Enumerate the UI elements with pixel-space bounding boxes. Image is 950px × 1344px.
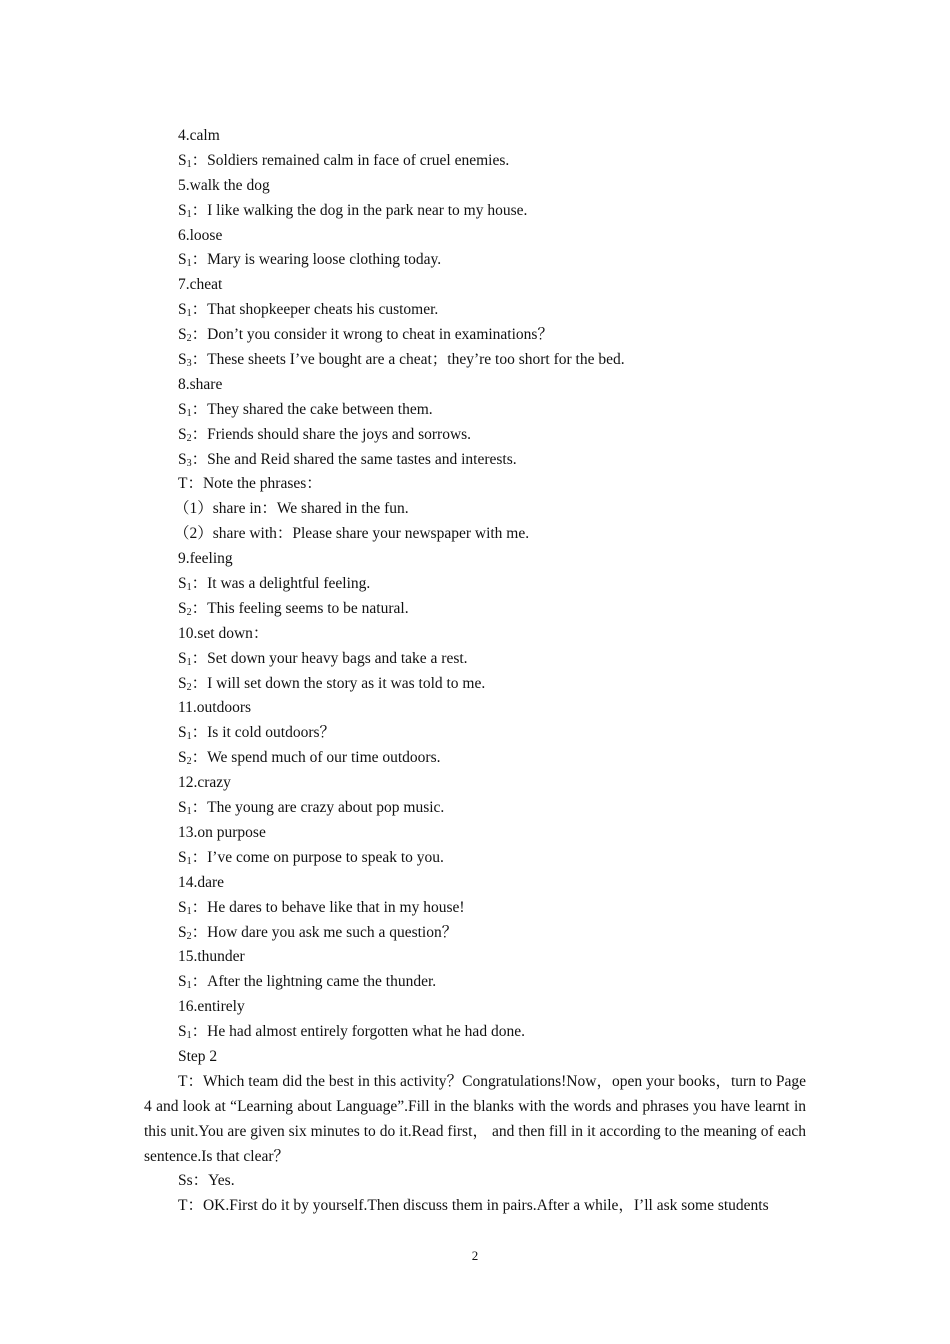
speaker-label: $S_2$：	[178, 674, 208, 693]
speaker-number: 1	[186, 158, 192, 170]
speaker-number: 2	[186, 681, 192, 693]
speaker-label: $S_1$：	[178, 301, 208, 320]
sentence-text: He dares to behave like that in my house!	[207, 898, 465, 916]
speaker-label: $S_1$：	[178, 151, 208, 170]
speaker-number: 1	[186, 308, 192, 320]
list-heading: 5.walk the dog	[178, 176, 270, 194]
speaker-label: $S_2$：	[178, 749, 208, 768]
speaker-number: 1	[186, 855, 192, 867]
speaker-label: $S_1$：	[178, 799, 208, 818]
speaker-label: $S_1$：	[178, 575, 208, 594]
speaker-number: 1	[186, 806, 192, 818]
speaker-number: 3	[186, 358, 192, 370]
sentence-text: Friends should share the joys and sorrows.	[207, 425, 472, 443]
list-heading: 9.feeling	[178, 550, 233, 568]
sentence-text: After the lightning came the thunder.	[207, 973, 437, 991]
list-heading: 14.dare	[178, 873, 225, 891]
student-sentence	[144, 647, 806, 672]
student-sentence	[144, 970, 806, 995]
sentence-text: The young are crazy about pop music.	[207, 799, 445, 817]
student-sentence	[144, 348, 806, 373]
list-heading: T：Note the phrases：	[178, 475, 322, 493]
student-sentence	[144, 572, 806, 597]
speaker-label: $S_1$：	[178, 201, 208, 220]
speaker-label: $S_1$：	[178, 898, 208, 917]
speaker-label: $S_1$：	[178, 848, 208, 867]
phrase-example: （1）share in：We shared in the fun.	[174, 500, 409, 518]
student-sentence	[144, 323, 806, 348]
speaker-number: 1	[186, 905, 192, 917]
speaker-label: $S_3$：	[178, 450, 208, 469]
speaker-number: 2	[186, 930, 192, 942]
sentence-text: We spend much of our time outdoors.	[207, 749, 441, 767]
list-heading: 8.share	[178, 375, 223, 393]
page-number: 2	[471, 1248, 479, 1263]
speaker-label: $S_2$：	[178, 425, 208, 444]
sentence-text: I will set down the story as it was told to me.	[207, 674, 486, 692]
speaker-number: 1	[186, 407, 192, 419]
speaker-label: $S_3$：	[178, 351, 208, 370]
speaker-label: $S_1$：	[178, 649, 208, 668]
sentence-text: I like walking the dog in the park near to my house.	[207, 201, 528, 219]
sentence-text: These sheets I’ve bought are a cheat；they’re too short for the bed.	[207, 351, 625, 369]
sentence-text: They shared the cake between them.	[207, 400, 433, 418]
speaker-number: 2	[186, 606, 192, 618]
speaker-label: $S_1$：	[178, 973, 208, 992]
sentence-text: This feeling seems to be natural.	[207, 599, 409, 617]
document-body	[144, 124, 806, 1219]
sentence-text: Mary is wearing loose clothing today.	[207, 251, 442, 269]
paragraph: T：Which team did the best in this activity？Congratulations!Now，open your books，turn to Page 4 and look at “Learning about Language”.Fill in the blanks with the words and phrases you have learnt in this unit.You are given six minutes to do it.Read first， and then fill in it according to the meaning of each sentence.Is that clear？	[144, 1072, 806, 1165]
phrase-example: （2）share with：Please share your newspaper with me.	[174, 525, 530, 543]
list-heading: Step 2	[178, 1047, 218, 1065]
sentence-text: Soldiers remained calm in face of cruel enemies.	[207, 151, 510, 169]
student-sentence	[144, 298, 806, 323]
student-sentence	[144, 1020, 806, 1045]
sentence-text: That shopkeeper cheats his customer.	[207, 301, 439, 319]
speaker-number: 2	[186, 756, 192, 768]
speaker-number: 1	[186, 582, 192, 594]
sentence-text: It was a delightful feeling.	[207, 575, 371, 593]
speaker-label: $S_1$：	[178, 1023, 208, 1042]
speaker-label: $S_2$：	[178, 923, 208, 942]
speaker-label: $S_1$：	[178, 724, 208, 743]
vocabulary-list	[144, 124, 806, 1070]
speaker-label: $S_1$：	[178, 251, 208, 270]
student-sentence	[144, 672, 806, 697]
student-sentence	[144, 746, 806, 771]
list-heading: 10.set down：	[178, 624, 269, 642]
speaker-number: 1	[186, 208, 192, 220]
speaker-label: $S_2$：	[178, 326, 208, 345]
speaker-label: $S_1$：	[178, 400, 208, 419]
sentence-text: How dare you ask me such a question？	[207, 923, 458, 941]
list-heading: 6.loose	[178, 226, 223, 244]
speaker-number: 2	[186, 333, 192, 345]
speaker-number: 1	[186, 1030, 192, 1042]
list-heading: 13.on purpose	[178, 823, 266, 841]
list-heading: 16.entirely	[178, 998, 245, 1016]
speaker-label: $S_2$：	[178, 599, 208, 618]
sentence-text: Set down your heavy bags and take a rest.	[207, 649, 468, 667]
student-sentence	[144, 448, 806, 473]
sentence-text: Is it cold outdoors？	[207, 724, 336, 742]
student-sentence	[144, 199, 806, 224]
sentence-text: I’ve come on purpose to speak to you.	[207, 848, 444, 866]
speaker-number: 3	[186, 457, 192, 469]
speaker-number: 1	[186, 258, 192, 270]
student-sentence	[144, 248, 806, 273]
student-sentence	[144, 846, 806, 871]
student-sentence	[144, 597, 806, 622]
paragraph: T：OK.First do it by yourself.Then discuss them in pairs.After a while，I’ll ask some students	[178, 1197, 769, 1215]
paragraph: Ss：Yes.	[178, 1172, 235, 1190]
student-sentence	[144, 896, 806, 921]
speaker-number: 1	[186, 656, 192, 668]
student-sentence	[144, 721, 806, 746]
sentence-text: She and Reid shared the same tastes and interests.	[207, 450, 517, 468]
list-heading: 12.crazy	[178, 774, 231, 792]
student-sentence	[144, 423, 806, 448]
step-2-paragraphs	[144, 1070, 806, 1219]
speaker-number: 1	[186, 980, 192, 992]
student-sentence	[144, 796, 806, 821]
sentence-text: Don’t you consider it wrong to cheat in examinations？	[207, 326, 553, 344]
list-heading: 11.outdoors	[178, 699, 252, 717]
student-sentence	[144, 149, 806, 174]
student-sentence	[144, 398, 806, 423]
student-sentence	[144, 921, 806, 946]
list-heading: 4.calm	[178, 127, 220, 144]
list-heading: 7.cheat	[178, 276, 223, 294]
speaker-number: 1	[186, 731, 192, 743]
speaker-number: 2	[186, 432, 192, 444]
sentence-text: He had almost entirely forgotten what he had done.	[207, 1023, 525, 1041]
list-heading: 15.thunder	[178, 948, 245, 966]
